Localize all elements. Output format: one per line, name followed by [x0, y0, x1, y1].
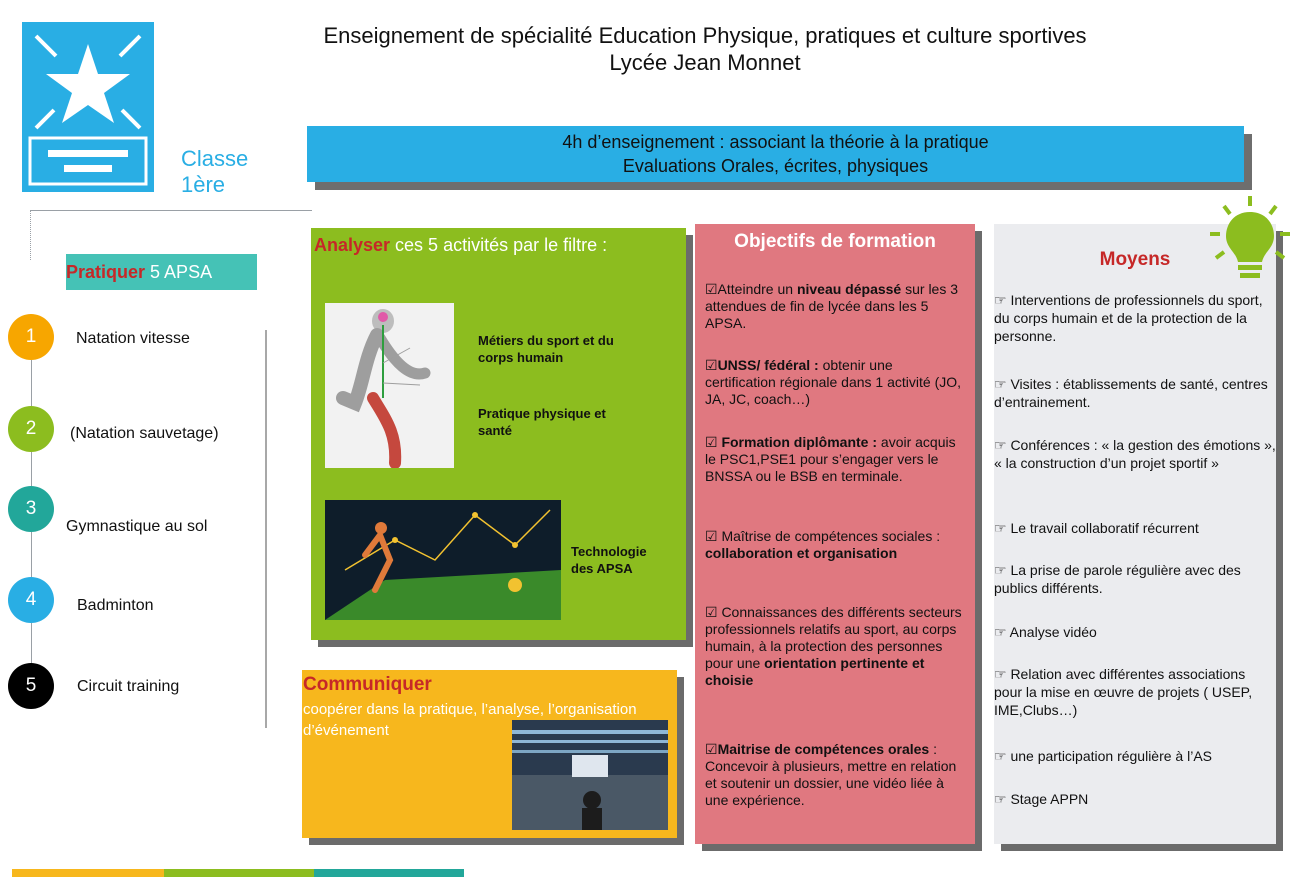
divider [265, 330, 267, 728]
objective-item: ☑ Connaissances des différents secteurs professionnels relatifs au sport, au corps humain, à la protection des personnes pour une orientation pertinente et choisie [705, 604, 962, 688]
moyen-item: ☞ Relation avec différentes associations pour la mise en œuvre de projets ( USEP, IME,Clubs…) [994, 666, 1253, 718]
activity-number-badge: 1 [8, 314, 54, 360]
classe-label: Classe 1ère [181, 146, 249, 197]
stadium-photo [512, 720, 668, 830]
lightbulb-icon [1210, 196, 1290, 286]
analyser-heading: Analyser ces 5 activités par le filtre : [314, 235, 608, 255]
objective-item: ☑Maitrise de compétences orales : Concevoir à plusieurs, mettre en relation et soutenir un dossier, une vidéo liée à une expérience. [705, 741, 957, 808]
title-line-2: Lycée Jean Monnet [609, 50, 801, 75]
moyen-item: ☞ Le travail collaboratif récurrent [994, 520, 1199, 536]
footer-bar-segment [164, 869, 314, 877]
communiquer-heading: Communiquer [303, 674, 432, 695]
activity-label: Badminton [77, 597, 154, 614]
communiquer-subtitle: coopérer dans la pratique, l’analyse, l’organisation d’événement [303, 701, 637, 739]
pratiquer-label: Pratiquer 5 APSA [66, 254, 257, 290]
communiquer-panel [302, 670, 677, 838]
filter-label: Technologie des APSA [571, 544, 647, 576]
footer-bar-segment [314, 869, 464, 877]
activity-number-badge: 3 [8, 486, 54, 532]
anatomy-illustration [325, 303, 454, 468]
timeline-connector [31, 452, 32, 486]
timeline-connector [31, 623, 32, 663]
objectifs-panel [695, 224, 975, 844]
objective-item: ☑ Formation diplômante : avoir acquis le PSC1,PSE1 pour s’engager vers le BNSSA ou le BSB en terminale. [705, 434, 956, 484]
divider [30, 210, 312, 211]
hours-banner: 4h d’enseignement : associant la théorie à la pratique Evaluations Orales, écrites, physiques [307, 126, 1244, 182]
moyen-item: ☞ une participation régulière à l’AS [994, 748, 1213, 764]
star-certificate-icon [22, 22, 154, 192]
moyen-item: ☞ Visites : établissements de santé, centres d’entrainement. [994, 376, 1268, 410]
analyser-panel [311, 228, 686, 640]
moyen-item: ☞ La prise de parole régulière avec des publics différents. [994, 562, 1241, 596]
activity-number-badge: 2 [8, 406, 54, 452]
timeline-connector [31, 532, 32, 577]
objectifs-heading: Objectifs de formation [734, 231, 936, 252]
activity-label: Gymnastique au sol [66, 518, 208, 535]
timeline-connector [31, 360, 32, 406]
activity-label: (Natation sauvetage) [70, 425, 219, 442]
moyens-panel [994, 224, 1276, 844]
moyens-heading: Moyens [1099, 249, 1171, 270]
footer-bar-segment [12, 869, 164, 877]
moyen-item: ☞ Interventions de professionnels du sport, du corps humain et de la protection de la personne. [994, 292, 1263, 344]
moyen-item: ☞ Analyse vidéo [994, 624, 1097, 640]
moyen-item: ☞ Stage APPN [994, 791, 1089, 807]
title-line-1: Enseignement de spécialité Education Physique, pratiques et culture sportives [323, 23, 1087, 48]
page-title [150, 22, 1260, 76]
moyen-item: ☞ Conférences : « la gestion des émotions », « la construction d’un projet sportif » [994, 437, 1276, 471]
activity-number-badge: 5 [8, 663, 54, 709]
divider [30, 210, 31, 260]
objective-item: ☑ Maîtrise de compétences sociales : collaboration et organisation [705, 528, 941, 561]
sports-tech-illustration [325, 500, 561, 620]
filter-label: Pratique physique et santé [478, 406, 606, 438]
objective-item: ☑Atteindre un niveau dépassé sur les 3 attendues de fin de lycée dans les 5 APSA. [705, 281, 959, 331]
filter-label: Métiers du sport et du corps humain [478, 333, 614, 365]
activity-label: Natation vitesse [76, 330, 190, 347]
activity-label: Circuit training [77, 678, 180, 695]
objective-item: ☑UNSS/ fédéral : obtenir une certification régionale dans 1 activité (JO, JA, JC, coach…) [705, 357, 962, 407]
activity-number-badge: 4 [8, 577, 54, 623]
